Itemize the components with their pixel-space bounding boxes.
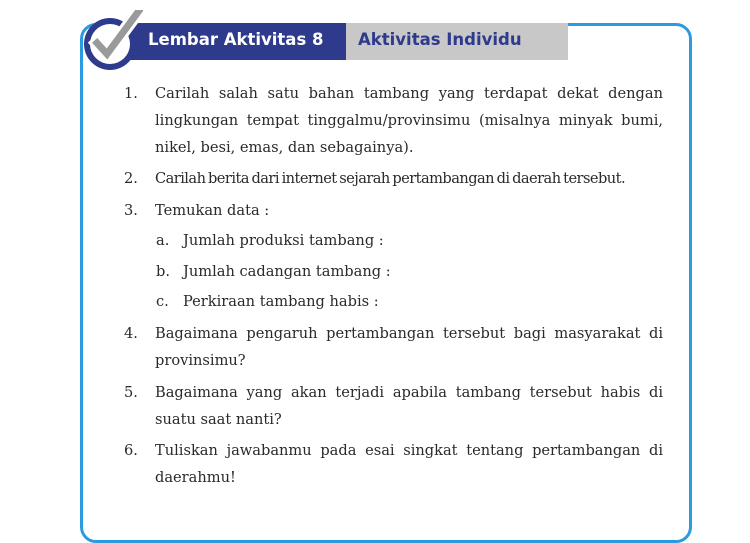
item-3-line-1: Temukan data : [155,202,270,219]
item-5-line-2: suatu saat nanti? [155,411,282,428]
item-number: 3. [124,202,138,219]
sub-item-text: Jumlah cadangan tambang : [183,263,391,280]
item-1-line-1: Carilah salah satu bahan tambang yang terdapat dekat dengan [155,85,663,102]
item-5-line-1: Bagaimana yang akan terjadi apabila tambang tersebut habis di [155,384,663,401]
item-4-line-1: Bagaimana pengaruh pertambangan tersebut bagi masyarakat di [155,325,663,342]
item-4-line-2: provinsimu? [155,352,246,369]
item-6-line-1: Tuliskan jawabanmu pada esai singkat tentang pertambangan di [155,442,663,459]
item-number: 6. [124,442,138,459]
sub-item-letter: a. [156,232,170,249]
item-number: 1. [124,85,138,102]
item-number: 5. [124,384,138,401]
item-number: 4. [124,325,138,342]
item-6-line-2: daerahmu! [155,469,236,486]
activity-type-header [346,23,568,60]
checkmark-icon [79,10,143,74]
item-number: 2. [124,170,138,187]
item-2-line-1: Carilah berita dari internet sejarah pertambangan di daerah tersebut. [155,170,626,187]
activity-title: Lembar Aktivitas 8 [148,30,324,49]
item-1-line-3: nikel, besi, emas, dan sebagainya). [155,139,414,156]
sub-item-letter: c. [156,293,169,310]
sub-item-text: Perkiraan tambang habis : [183,293,379,310]
activity-type-label: Aktivitas Individu [358,30,522,49]
sub-item-text: Jumlah produksi tambang : [183,232,384,249]
sub-item-letter: b. [156,263,170,280]
item-1-line-2: lingkungan tempat tinggalmu/provinsimu (misalnya minyak bumi, [155,112,663,129]
activity-header [116,23,346,60]
